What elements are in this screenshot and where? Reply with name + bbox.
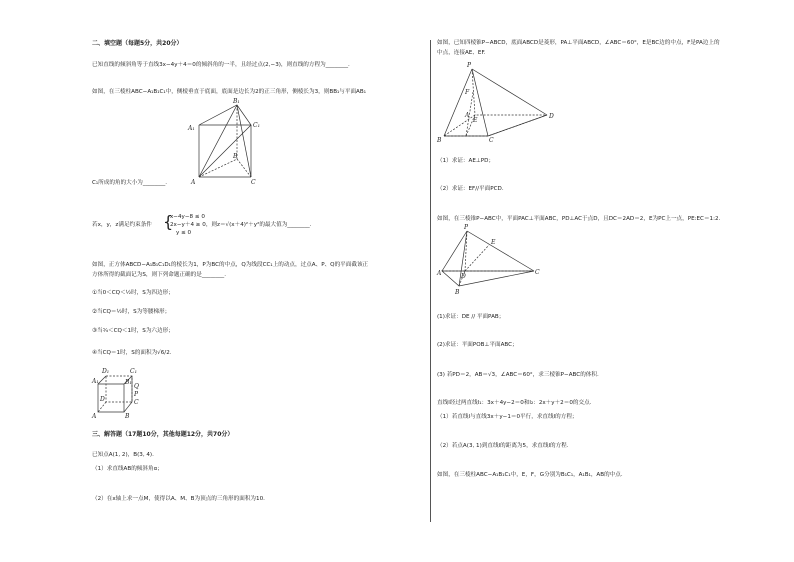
question-20-intro: 直线l经过两直线l₁：3x＋4y−2＝0和l₂：2x＋y＋2＝0的交点. [437, 400, 592, 406]
question-19-part2: (2)求证：平面POB⊥平面ABC； [437, 342, 518, 348]
constraint-1: x−4y−8 ≤ 0 [170, 214, 205, 220]
label-C: C [251, 179, 256, 186]
cube-label-A1: A₁ [92, 378, 99, 385]
cube-label-C: C [134, 399, 139, 406]
pyramid-pabcd-figure [437, 62, 567, 146]
prism-top-face [199, 105, 251, 125]
pyramid-pabc-figure [437, 226, 547, 298]
label-A1: A₁ [188, 125, 195, 132]
option-1: ①当0＜CQ＜½时，S为四边形； [92, 290, 174, 296]
constraint-3: y ≤ 0 [176, 230, 192, 236]
question-20-part1: （1）若直线l与直线3x＋y−1＝0平行，求直线l的方程； [437, 414, 578, 420]
p2-label-A: A [437, 270, 442, 277]
question-16-line1: 如图，正方体ABCD−A₁B₁C₁D₁的棱长为1，P为BC的中点，Q为线段CC₁上的动点，过点A、P、Q的平面截该正 [92, 262, 369, 268]
brace-icon: { [163, 212, 174, 231]
label-A: A [191, 179, 196, 186]
option-2: ②当CQ＝½时，S为等腰梯形； [92, 309, 171, 315]
question-14-line2: C₁所成的角的大小为________. [92, 180, 168, 186]
diag-ab1 [199, 105, 237, 177]
prism-figure [185, 98, 265, 186]
base-abc [442, 271, 534, 286]
question-19-intro: 如图，在三棱锥P−ABC中，平面PAC⊥平面ABC，PD⊥AC于点D，且DC＝2AD＝2，E为PC上一点，PE:EC＝1:2. [437, 216, 721, 222]
p2-label-E: E [491, 239, 496, 246]
label-B1: B₁ [233, 98, 240, 105]
question-18-part1: （1）求证：AE⊥PD； [437, 158, 495, 164]
edge-pc [467, 231, 534, 271]
cube-label-Q: Q [134, 383, 139, 390]
cube-label-A: A [92, 413, 97, 420]
edge-pc [472, 69, 488, 136]
section-3-title: 三、解答题（17题10分，其他每题12分，共70分） [92, 431, 234, 438]
question-18-line1: 如图，已知四棱锥P−ABCD，底面ABCD是菱形，PA⊥平面ABCD，∠ABC＝60°，E是BC边的中点，F是PA边上的 [437, 40, 720, 46]
cube-label-B1: B₁ [125, 379, 132, 386]
p1-label-B: B [437, 137, 442, 144]
cube-label-C1: C₁ [130, 368, 137, 375]
edge-pd [472, 69, 547, 115]
p1-label-P: P [467, 62, 472, 69]
p2-label-C: C [535, 269, 540, 276]
edge-pa [442, 231, 467, 271]
column-divider [430, 40, 431, 522]
option-3: ③当¾＜CQ＜1时，S为六边形； [92, 328, 174, 334]
question-19-part1: (1)求证：DE // 平面PAB； [437, 314, 505, 320]
p2-label-B: B [455, 289, 460, 296]
label-C1: C₁ [253, 122, 260, 129]
edge-cd [488, 115, 547, 136]
constraint-2: 2x−y＋4 ≥ 0，则z＝√(x＋4)²＋y²的最大值为________. [170, 222, 312, 228]
question-16-line2: 方体所得的截面记为S，则下列命题正确的是________. [92, 272, 226, 278]
question-17-part2: （2）在x轴上求一点M，使得以A、M、B为顶点的三角形的面积为10. [92, 496, 265, 502]
question-20-part2: （2）若点A(3, 1)到直线l的距离为5，求直线l的方程. [437, 443, 569, 449]
question-15-prefix: 若x，y，z满足约束条件 [92, 222, 152, 228]
edge-pb [444, 69, 472, 136]
p2-label-D: D [461, 273, 466, 280]
cube-figure [92, 368, 152, 420]
p1-label-D: D [549, 113, 554, 120]
diag-b1c [237, 105, 251, 177]
question-18-line2: 中点，连接AE、EF. [437, 50, 486, 56]
p1-label-C: C [489, 137, 494, 144]
p2-label-P: P [464, 224, 469, 231]
question-17-part1: （1）求直线AB的倾斜角α； [92, 466, 163, 472]
p1-label-E: E [473, 117, 478, 124]
segment-de [465, 245, 489, 271]
diag-ac1 [199, 125, 251, 177]
label-B: B [233, 153, 238, 160]
section-2-title: 二、填空题（每题5分，共20分） [92, 40, 183, 47]
question-19-part3: (3) 若PD＝2，AB＝√3，∠ABC＝60°，求三棱锥P−ABC的体积. [437, 372, 599, 378]
cube-label-D: D [100, 396, 105, 403]
cube-edge-1 [98, 376, 106, 384]
option-4: ④当CQ＝1时，S的面积为√6/2. [92, 350, 172, 356]
cube-label-D1: D₁ [102, 368, 110, 375]
question-13: 已知直线的倾斜角等于直线3x−4y＋4＝0的倾斜角的一半，且经过点(2,−3)，则直线的方程为________. [92, 62, 350, 68]
edge-ab [199, 159, 237, 177]
question-21-intro: 如图，在三棱柱ABC−A₁B₁C₁中，E，F，G分别为B₁C₁，A₁B₁，AB的中点. [437, 472, 623, 478]
question-17-intro: 已知点A(1, 2)，B(3, 4). [92, 452, 154, 458]
p1-label-A: A [465, 112, 470, 119]
question-14-line1: 如图，在三棱柱ABC−A₁B₁C₁中，侧棱垂直于底面，底面是边长为2的正三角形，侧棱长为3，则BB₁与平面AB₁ [92, 89, 366, 95]
cube-label-B: B [125, 413, 130, 420]
cube-edge-5 [98, 402, 106, 412]
p1-label-F: F [465, 89, 470, 96]
cube-edge-3 [124, 402, 132, 412]
question-18-part2: （2）求证：EF//平面PCD. [437, 186, 504, 192]
cube-label-P: P [134, 391, 139, 398]
base-abcd-back [444, 115, 547, 136]
